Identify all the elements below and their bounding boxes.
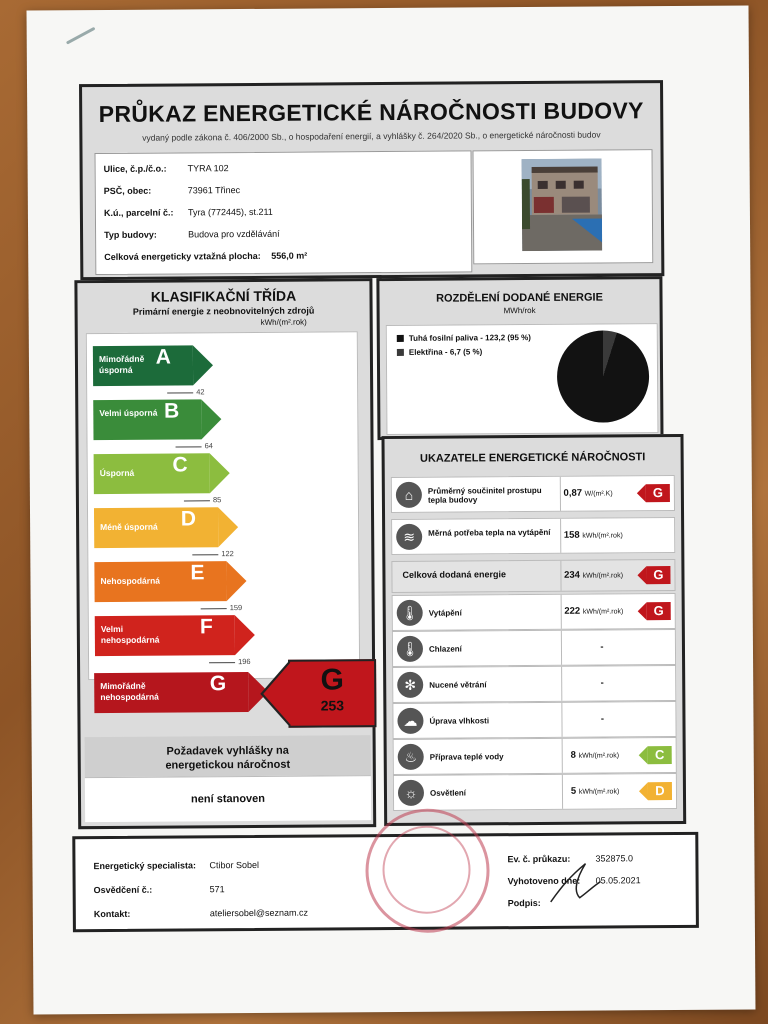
indicator-value-lighting: 5 kWh/(m².rok) bbox=[562, 774, 643, 809]
ev-value: 352875.0 bbox=[595, 853, 634, 864]
indicator-value-hot-water: 8 kWh/(m².rok) bbox=[562, 738, 643, 773]
staple bbox=[66, 27, 96, 45]
class-bar-e-label: Nehospodárná bbox=[100, 575, 161, 587]
indicator-class-total: G bbox=[646, 566, 670, 584]
class-bar-f-label: Velmi nehospodárná bbox=[100, 623, 160, 646]
indicator-row-heating bbox=[392, 593, 676, 631]
psc-value: 73961 Třinec bbox=[187, 185, 241, 196]
area-label: Celková energeticky vztažná plocha: bbox=[104, 250, 261, 262]
distribution-unit: MWh/rok bbox=[503, 305, 536, 316]
indicator-class-heating: G bbox=[647, 602, 671, 620]
cert-label: Osvědčení č.: bbox=[93, 884, 153, 896]
ku-label: K.ú., parcelní č.: bbox=[103, 207, 174, 218]
class-bar-e bbox=[94, 561, 226, 602]
indicator-label-humidity: Úprava vlhkosti bbox=[429, 716, 490, 726]
ev-label: Ev. č. průkazu: bbox=[507, 853, 571, 865]
classification-title: KLASIFIKAČNÍ TŘÍDA bbox=[150, 287, 297, 305]
requirement-value: není stanoven bbox=[85, 775, 371, 822]
indicator-row-total bbox=[391, 559, 675, 593]
type-label: Typ budovy: bbox=[104, 229, 157, 240]
distribution-chart bbox=[386, 323, 659, 435]
faucet-icon: ♨ bbox=[398, 744, 424, 770]
building-photo bbox=[522, 159, 603, 252]
indicator-label-heat-demand: Měrná potřeba tepla na vytápění bbox=[428, 527, 551, 538]
indicators-title: UKAZATELE ENERGETICKÉ NÁROČNOSTI bbox=[419, 451, 646, 465]
indicator-value-heat-demand: 158 kWh/(m².rok) bbox=[560, 518, 641, 553]
cert-value: 571 bbox=[209, 884, 225, 895]
thermometer-minus-icon: 🌡 bbox=[397, 636, 423, 662]
certificate-sheet bbox=[27, 5, 756, 1014]
building-info bbox=[95, 150, 473, 275]
official-stamp bbox=[365, 808, 490, 933]
issued-value: 05.05.2021 bbox=[595, 875, 641, 886]
class-bar-d bbox=[94, 507, 218, 548]
class-bar-b bbox=[93, 399, 201, 440]
bulb-icon: ☼ bbox=[398, 780, 424, 806]
indicator-row-hot-water bbox=[393, 737, 677, 775]
indicator-row-lighting bbox=[393, 773, 677, 811]
indicator-class-hot-water: C bbox=[648, 746, 672, 764]
threshold-d: 122 bbox=[192, 549, 234, 558]
classification-panel bbox=[74, 278, 376, 829]
contact-value: ateliersobel@seznam.cz bbox=[209, 907, 309, 919]
street-value: TYRA 102 bbox=[187, 163, 229, 174]
indicator-label-heating: Vytápění bbox=[428, 608, 462, 618]
indicator-value-cooling: - bbox=[561, 630, 642, 665]
indicator-label-hot-water: Příprava teplé vody bbox=[429, 752, 504, 762]
threshold-f: 196 bbox=[209, 657, 251, 666]
classification-subtitle: Primární energie z neobnovitelných zdrojů bbox=[132, 305, 315, 317]
area-value: 556,0 m² bbox=[271, 250, 308, 261]
thermometer-plus-icon: 🌡 bbox=[397, 600, 423, 626]
result-class-value: 253 bbox=[320, 697, 345, 714]
indicator-label-u: Průměrný součinitel prostupu tepla budovy bbox=[427, 485, 542, 505]
class-bar-d-label: Méně úsporná bbox=[100, 521, 158, 533]
legend-label-fossil: Tuhá fosilní paliva - 123,2 (95 %) bbox=[408, 333, 531, 343]
specialist-label: Energetický specialista: bbox=[93, 860, 197, 872]
class-bar-g bbox=[94, 672, 248, 713]
indicator-value-humidity: - bbox=[561, 702, 642, 737]
class-bar-f-letter: F bbox=[199, 615, 213, 639]
requirement-title: Požadavek vyhlášky na energetickou náročnost bbox=[85, 735, 371, 777]
fan-icon: ✻ bbox=[397, 672, 423, 698]
distribution-pie bbox=[557, 330, 650, 423]
class-bar-a-letter: A bbox=[155, 345, 172, 369]
indicator-row-u bbox=[391, 475, 675, 513]
classification-unit: kWh/(m².rok) bbox=[260, 317, 307, 327]
indicator-label-cooling: Chlazení bbox=[428, 644, 462, 654]
threshold-b: 64 bbox=[176, 441, 213, 450]
indicator-row-humidity bbox=[392, 701, 676, 739]
class-bar-g-letter: G bbox=[209, 672, 227, 696]
indicator-value-u: 0,87 W/(m².K) bbox=[560, 476, 641, 511]
class-bar-c-letter: C bbox=[172, 453, 188, 477]
heat-demand-icon: ≋ bbox=[396, 524, 422, 550]
indicator-value-ventilation: - bbox=[561, 666, 642, 701]
legend-item-electricity bbox=[397, 347, 482, 357]
class-bar-c bbox=[94, 453, 210, 494]
signature bbox=[545, 858, 605, 908]
issued-label: Vyhotoveno dne: bbox=[507, 875, 581, 887]
signature-label: Podpis: bbox=[507, 897, 541, 909]
type-value: Budova pro vzdělávání bbox=[188, 228, 280, 240]
result-class-letter: G bbox=[320, 663, 344, 697]
class-bar-g-label: Mimořádně nehospodárná bbox=[100, 680, 159, 703]
class-bar-b-letter: B bbox=[164, 399, 180, 423]
indicator-label-lighting: Osvětlení bbox=[429, 788, 467, 798]
contact-label: Kontakt: bbox=[93, 908, 131, 920]
building-photo-frame bbox=[472, 149, 653, 264]
requirement-box bbox=[85, 735, 372, 825]
class-bar-a bbox=[93, 345, 193, 386]
indicator-class-u: G bbox=[646, 484, 670, 502]
legend-item-fossil bbox=[397, 333, 531, 343]
header-frame bbox=[79, 80, 664, 280]
class-bar-f bbox=[95, 615, 235, 656]
threshold-a: 42 bbox=[167, 387, 204, 396]
indicator-value-total: 234 kWh/(m².rok) bbox=[560, 560, 641, 591]
house-icon: ⌂ bbox=[396, 482, 422, 508]
indicator-row-heat-demand bbox=[391, 517, 675, 555]
distribution-panel bbox=[376, 276, 663, 440]
class-bar-a-label: Mimořádně úsporná bbox=[98, 353, 145, 376]
indicator-row-ventilation bbox=[392, 665, 676, 703]
humidity-icon: ☁ bbox=[397, 708, 423, 734]
psc-label: PSČ, obec: bbox=[103, 185, 152, 196]
street-label: Ulice, č.p./č.o.: bbox=[103, 163, 167, 174]
class-bar-b-label: Velmi úsporná bbox=[99, 407, 158, 419]
legend-label-electricity: Elektřina - 6,7 (5 %) bbox=[408, 347, 483, 357]
threshold-c: 85 bbox=[184, 495, 221, 504]
indicators-panel bbox=[381, 434, 686, 826]
page-title: PRŮKAZ ENERGETICKÉ NÁROČNOSTI BUDOVY bbox=[98, 97, 644, 128]
ku-value: Tyra (772445), st.211 bbox=[187, 206, 273, 218]
threshold-e: 159 bbox=[201, 603, 243, 612]
page-subtitle: vydaný podle zákona č. 406/2000 Sb., o hospodaření energií, a vyhlášky č. 264/2020 Sb., o energetické náročnosti budov bbox=[142, 129, 601, 143]
indicator-value-heating: 222 kWh/(m².rok) bbox=[561, 594, 642, 629]
indicator-label-total: Celková dodaná energie bbox=[402, 569, 507, 580]
footer-panel bbox=[72, 832, 699, 932]
result-class-badge bbox=[288, 659, 376, 728]
specialist-value: Ctibor Sobel bbox=[209, 859, 260, 871]
energy-scale bbox=[86, 331, 360, 680]
indicator-class-lighting: D bbox=[648, 782, 672, 800]
class-bar-e-letter: E bbox=[190, 561, 205, 585]
indicator-row-cooling bbox=[392, 629, 676, 667]
class-bar-c-label: Úsporná bbox=[99, 467, 135, 479]
class-bar-d-letter: D bbox=[180, 507, 197, 531]
indicator-label-ventilation: Nucené větrání bbox=[429, 680, 487, 690]
distribution-title: ROZDĚLENÍ DODANÉ ENERGIE bbox=[436, 291, 603, 305]
